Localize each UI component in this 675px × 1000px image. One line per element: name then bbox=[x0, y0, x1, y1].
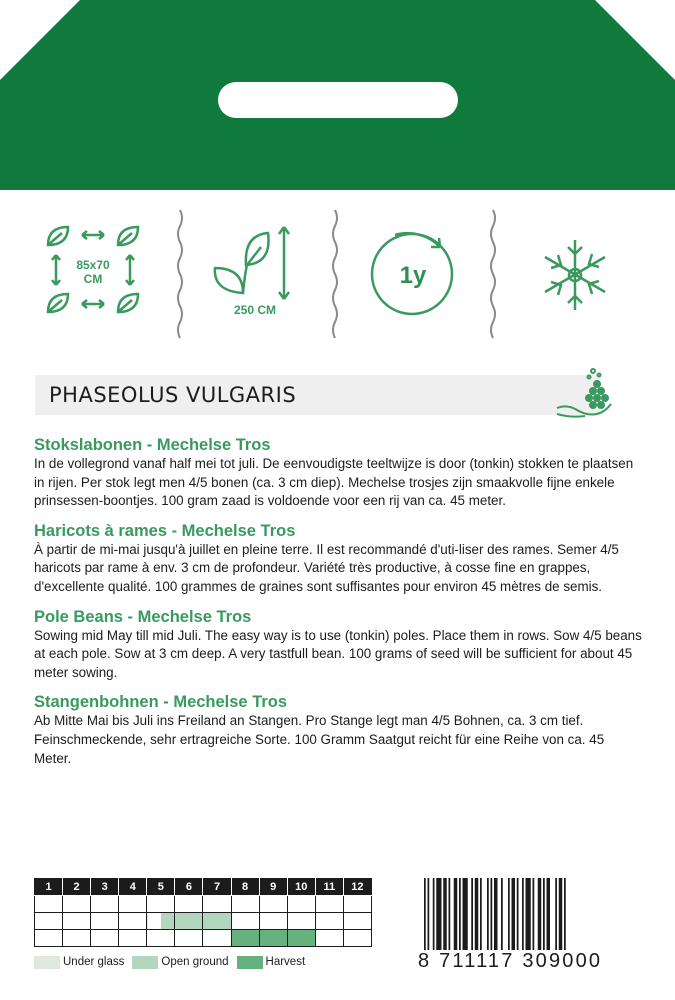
month-cell: 11 bbox=[315, 879, 343, 896]
month-cell: 4 bbox=[119, 879, 147, 896]
section-body: Ab Mitte Mai bis Juli ins Freiland an Stangen. Pro Stange legt man 4/5 Bohnen, ca. 3 cm tief. Feinschmeckende, sehr ertragreiche Sorte. 100 Gramm Saatgut reicht für eine Reihe von ca. 45 Meter. bbox=[34, 713, 605, 766]
barcode-bar bbox=[517, 878, 519, 950]
barcode-bar bbox=[547, 878, 551, 950]
calendar-cell bbox=[63, 913, 91, 930]
barcode-bar bbox=[480, 878, 482, 950]
calendar-cell bbox=[231, 896, 259, 913]
calendar-row-harvest bbox=[35, 930, 372, 947]
calendar-cell bbox=[91, 930, 119, 947]
calendar-cell bbox=[147, 913, 175, 930]
month-cell: 3 bbox=[91, 879, 119, 896]
section-german bbox=[34, 692, 644, 768]
calendar-cell bbox=[119, 930, 147, 947]
barcode-bar bbox=[454, 878, 458, 950]
calendar-cell bbox=[175, 896, 203, 913]
calendar-month-row bbox=[35, 879, 372, 896]
barcode-bar bbox=[533, 878, 535, 950]
month-cell: 10 bbox=[287, 879, 315, 896]
calendar-cell bbox=[63, 930, 91, 947]
spacing-label: 85x70 CM bbox=[76, 258, 110, 286]
month-cell: 7 bbox=[203, 879, 231, 896]
calendar-cell bbox=[343, 913, 371, 930]
legend-swatch bbox=[237, 956, 263, 969]
calendar-cell bbox=[91, 896, 119, 913]
calendar-cell bbox=[315, 930, 343, 947]
calendar-cell bbox=[175, 930, 203, 947]
calendar-table bbox=[34, 878, 372, 947]
calendar-row-open-ground bbox=[35, 913, 372, 930]
section-body: À partir de mi-mai jusqu'à juillet en pleine terre. Il est recommandé d'uti-liser des rames. Semer 4/5 haricots par rame à env. 3 cm de profondeur. Variété très productive, à cosse fine en grappes, d'excellente qualité. 100 grammes de graines sont suffisantes pour environ 45 mètres de semis. bbox=[34, 541, 619, 594]
barcode-number: 8 711117 309000 bbox=[418, 950, 603, 972]
legend-harvest bbox=[237, 956, 306, 969]
species-bar bbox=[35, 375, 600, 415]
legend-label: Harvest bbox=[265, 956, 306, 968]
month-cell: 12 bbox=[343, 879, 371, 896]
calendar-cell bbox=[287, 896, 315, 913]
month-cell: 9 bbox=[259, 879, 287, 896]
calendar-cell bbox=[35, 896, 63, 913]
calendar-cell bbox=[203, 913, 231, 930]
calendar-cell bbox=[315, 896, 343, 913]
calendar-legend bbox=[34, 954, 372, 970]
calendar-cell bbox=[35, 930, 63, 947]
section-title: Haricots à rames - Mechelse Tros bbox=[34, 521, 296, 540]
barcode-bar bbox=[555, 878, 557, 950]
barcode-bar bbox=[433, 878, 435, 950]
calendar-cell bbox=[203, 896, 231, 913]
hang-hole bbox=[218, 82, 458, 118]
barcode-bar bbox=[491, 878, 493, 950]
barcode-bar bbox=[449, 878, 451, 950]
month-cell: 2 bbox=[63, 879, 91, 896]
legend-swatch bbox=[34, 956, 60, 969]
sowing-hand-icon bbox=[553, 362, 613, 422]
package-header bbox=[0, 0, 675, 190]
barcode-digits bbox=[418, 950, 630, 973]
calendar-cell bbox=[287, 913, 315, 930]
legend-label: Under glass bbox=[63, 956, 125, 968]
section-dutch bbox=[34, 435, 644, 511]
calendar-cell bbox=[343, 930, 371, 947]
calendar-cell bbox=[63, 896, 91, 913]
species-name: PHASEOLUS VULGARIS bbox=[49, 383, 297, 407]
barcode-bar bbox=[538, 878, 542, 950]
month-cell: 1 bbox=[35, 879, 63, 896]
legend-swatch bbox=[132, 956, 158, 969]
calendar-cell bbox=[119, 896, 147, 913]
barcode-bar bbox=[512, 878, 516, 950]
legend-label: Open ground bbox=[161, 956, 229, 968]
cycle-label: 1y bbox=[399, 262, 427, 289]
month-cell: 5 bbox=[147, 879, 175, 896]
barcode-bar bbox=[436, 878, 441, 950]
barcode-bar bbox=[475, 878, 479, 950]
calendar-cell bbox=[147, 930, 175, 947]
section-title: Pole Beans - Mechelse Tros bbox=[34, 607, 252, 626]
calendar-cell bbox=[259, 896, 287, 913]
calendar-cell bbox=[231, 913, 259, 930]
calendar-cell bbox=[259, 930, 287, 947]
section-body: In de vollegrond vanaf half mei tot juli. De eenvoudigste teeltwijze is door (tonkin) stokken te plaatsen in rijen. Per stok legt men 4/5 bonen (ca. 3 cm diep). Mechelse trosjes zijn smaakvolle fijne enkele prinsessen-boontjes. 100 gram zaad is voldoende voor een rij van ca. 45 meter. bbox=[34, 456, 634, 509]
barcode-bar bbox=[459, 878, 461, 950]
barcode-bar bbox=[522, 878, 524, 950]
barcode-bar bbox=[526, 878, 531, 950]
calendar-cell bbox=[175, 913, 203, 930]
calendar-cell bbox=[91, 913, 119, 930]
calendar-cell bbox=[287, 930, 315, 947]
calendar-cell bbox=[35, 913, 63, 930]
legend-under-glass bbox=[34, 956, 124, 969]
section-english bbox=[34, 607, 644, 683]
calendar-cell bbox=[315, 913, 343, 930]
legend-open-ground bbox=[132, 956, 228, 969]
barcode-bar bbox=[463, 878, 468, 950]
calendar-cell bbox=[231, 930, 259, 947]
calendar-cell bbox=[203, 930, 231, 947]
month-cell: 6 bbox=[175, 879, 203, 896]
barcode-bar bbox=[543, 878, 545, 950]
month-cell: 8 bbox=[231, 879, 259, 896]
section-title: Stokslabonen - Mechelse Tros bbox=[34, 436, 271, 454]
sowing-calendar bbox=[34, 878, 372, 970]
section-french bbox=[34, 521, 644, 597]
barcode-bar bbox=[501, 878, 503, 950]
calendar-cell bbox=[343, 896, 371, 913]
calendar-cell bbox=[147, 896, 175, 913]
section-title: Stangenbohnen - Mechelse Tros bbox=[34, 693, 288, 712]
height-label: 250 CM bbox=[233, 303, 277, 317]
barcode-bar bbox=[443, 878, 447, 950]
section-body: Sowing mid May till mid Juli. The easy way is to use (tonkin) poles. Place them in rows. Sow 4/5 beans at each pole. Sow at 3 cm deep. A very tastfull bean. 100 grams of seed will be sufficient for about 45 meter sowing. bbox=[34, 627, 642, 680]
barcode-bar bbox=[487, 878, 489, 950]
barcode-bar bbox=[471, 878, 473, 950]
calendar-cell bbox=[119, 913, 147, 930]
description-sections bbox=[34, 435, 644, 778]
calendar-row-under-glass bbox=[35, 896, 372, 913]
barcode-bar bbox=[508, 878, 510, 950]
calendar-cell bbox=[259, 913, 287, 930]
